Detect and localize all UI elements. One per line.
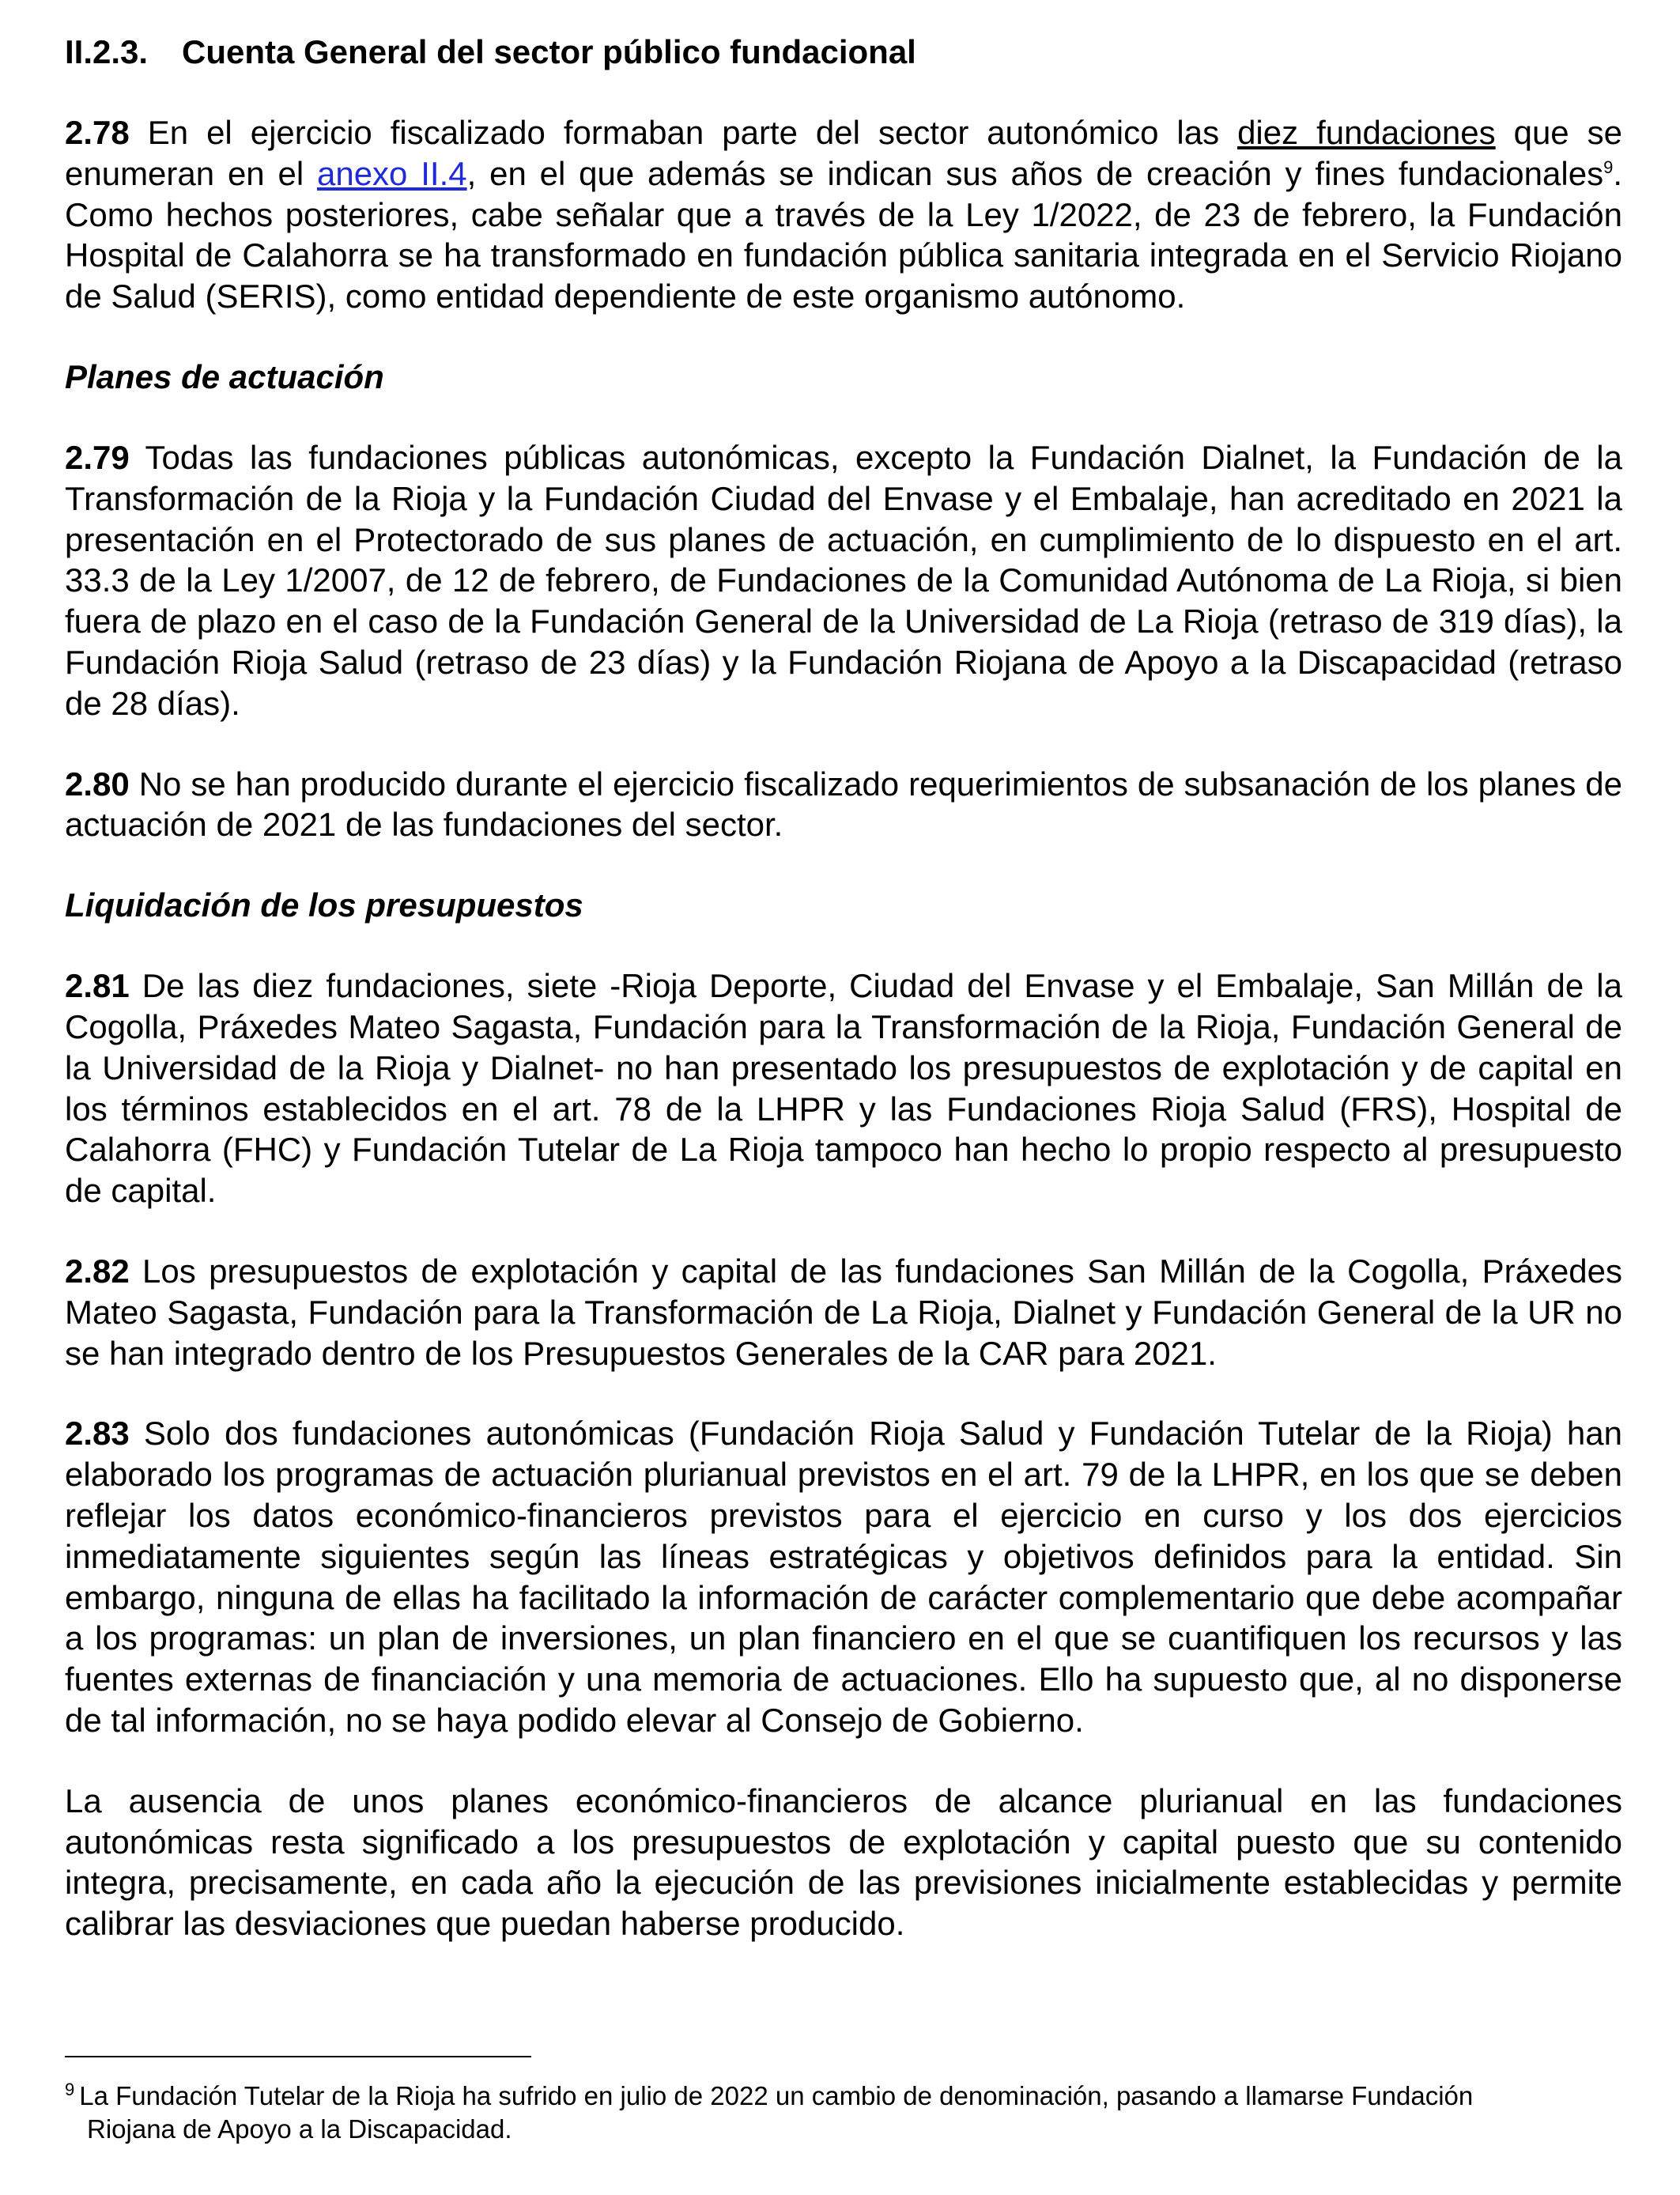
paragraph-text: , en el que además se indican sus años de creación y fines fundacionales xyxy=(466,154,1604,192)
paragraph-number: 2.79 xyxy=(65,438,130,476)
paragraph-number: 2.78 xyxy=(65,114,130,151)
section-number: II.2.3. xyxy=(65,33,149,70)
footnote-text-line2: Riojana de Apoyo a la Discapacidad. xyxy=(87,2114,512,2144)
paragraph-number: 2.82 xyxy=(65,1252,130,1290)
paragraph-2-82 xyxy=(65,1251,1622,1373)
paragraph-number: 2.83 xyxy=(65,1415,130,1453)
paragraph-text: Solo dos fundaciones autonómicas (Fundación Rioja Salud y Fundación Tutelar de la Rioja) han elaborado los programas de actuación plurianual previstos en el art. 79 de la LHPR, en los que se deben reflejar los datos económico-financieros previstos para el ejercicio en curso y los dos ejercicios inmediatamente siguientes según las líneas estratégicas y objetivos definidos para la entidad. Sin embargo, ninguna de ellas ha facilitado la información de carácter complementario que debe acompañar a los programas: un plan de inversiones, un plan financiero en el que se cuantifiquen los recursos y las fuentes externas de financiación y una memoria de actuaciones. Ello ha supuesto que, al no disponerse de tal información, no se haya podido elevar al Consejo de Gobierno. xyxy=(65,1415,1622,1739)
paragraph-conclusion: La ausencia de unos planes económico-financieros de alcance plurianual en las fundaciones autonómicas resta significado a los presupuestos de explotación y capital puesto que su contenido integra, precisamente, en cada año la ejecución de las previsiones inicialmente establecidas y permite calibrar las desviaciones que puedan haberse producido. xyxy=(65,1781,1622,1943)
diez-fundaciones-link[interactable]: diez fundaciones xyxy=(1237,114,1496,151)
footnote-reference[interactable]: 9 xyxy=(1603,157,1614,177)
paragraph-number: 2.80 xyxy=(65,765,130,803)
section-title: Cuenta General del sector público fundacional xyxy=(182,33,916,70)
paragraph-2-79 xyxy=(65,437,1622,724)
paragraph-text: De las diez fundaciones, siete -Rioja Deporte, Ciudad del Envase y el Embalaje, San Millán de la Cogolla, Práxedes Mateo Sagasta, Fundación para la Transformación de la Rioja, Fundación General de la Universidad de la Rioja y Dialnet- no han presentado los presupuestos de explotación y de capital en los términos establecidos en el art. 78 de la LHPR y las Fundaciones Rioja Salud (FRS), Hospital de Calahorra (FHC) y Fundación Tutelar de La Rioja tampoco han hecho lo propio respecto al presupuesto de capital. xyxy=(65,967,1622,1210)
page-body xyxy=(65,32,1622,1984)
paragraph-number: 2.81 xyxy=(65,967,130,1005)
paragraph-text: . Como hechos posteriores, cabe señalar que a través de la Ley 1/2022, de 23 de febrero, la Fundación Hospital de Calahorra se ha transformado en fundación pública sanitaria integrada en el Servicio Riojano de Salud (SERIS), como entidad dependiente de este organismo autónomo. xyxy=(65,154,1622,315)
section-heading xyxy=(65,32,1622,73)
paragraph-text: Todas las fundaciones públicas autonómicas, excepto la Fundación Dialnet, la Fundación de la Transformación de la Rioja y la Fundación Ciudad del Envase y el Embalaje, han acreditado en 2021 la presentación en el Protectorado de sus planes de actuación, en cumplimiento de lo dispuesto en el art. 33.3 de la Ley 1/2007, de 12 de febrero, de Fundaciones de la Comunidad Autónoma de La Rioja, si bien fuera de plazo en el caso de la Fundación General de la Universidad de La Rioja (retraso de 319 días), la Fundación Rioja Salud (retraso de 23 días) y la Fundación Riojana de Apoyo a la Discapacidad (retraso de 28 días). xyxy=(65,438,1622,722)
paragraph-text: No se han producido durante el ejercicio fiscalizado requerimientos de subsanación de los planes de actuación de 2021 de las fundaciones del sector. xyxy=(65,765,1622,844)
paragraph-2-80 xyxy=(65,764,1622,846)
footnote-divider xyxy=(65,2056,531,2057)
footnote-9 xyxy=(65,2080,1622,2146)
footnote-number: 9 xyxy=(65,2080,75,2099)
paragraph-text: Los presupuestos de explotación y capital de las fundaciones San Millán de la Cogolla, Práxedes Mateo Sagasta, Fundación para la Transformación de La Rioja, Dialnet y Fundación General de la UR no se han integrado dentro de los Presupuestos Generales de la CAR para 2021. xyxy=(65,1252,1622,1372)
heading-planes-de-actuacion: Planes de actuación xyxy=(65,357,384,395)
heading-liquidacion-presupuestos: Liquidación de los presupuestos xyxy=(65,886,583,924)
paragraph-2-83 xyxy=(65,1413,1622,1740)
paragraph-text: que se enumeran en el xyxy=(65,114,1622,192)
footnote-text-line1: La Fundación Tutelar de la Rioja ha sufrido en julio de 2022 un cambio de denominación, pasando a llamarse Fundación xyxy=(79,2081,1474,2110)
paragraph-2-81 xyxy=(65,965,1622,1211)
anexo-link[interactable]: anexo II.4 xyxy=(316,154,467,192)
paragraph-2-78 xyxy=(65,112,1622,317)
paragraph-text: En el ejercicio fiscalizado formaban parte del sector autonómico las xyxy=(129,114,1238,151)
